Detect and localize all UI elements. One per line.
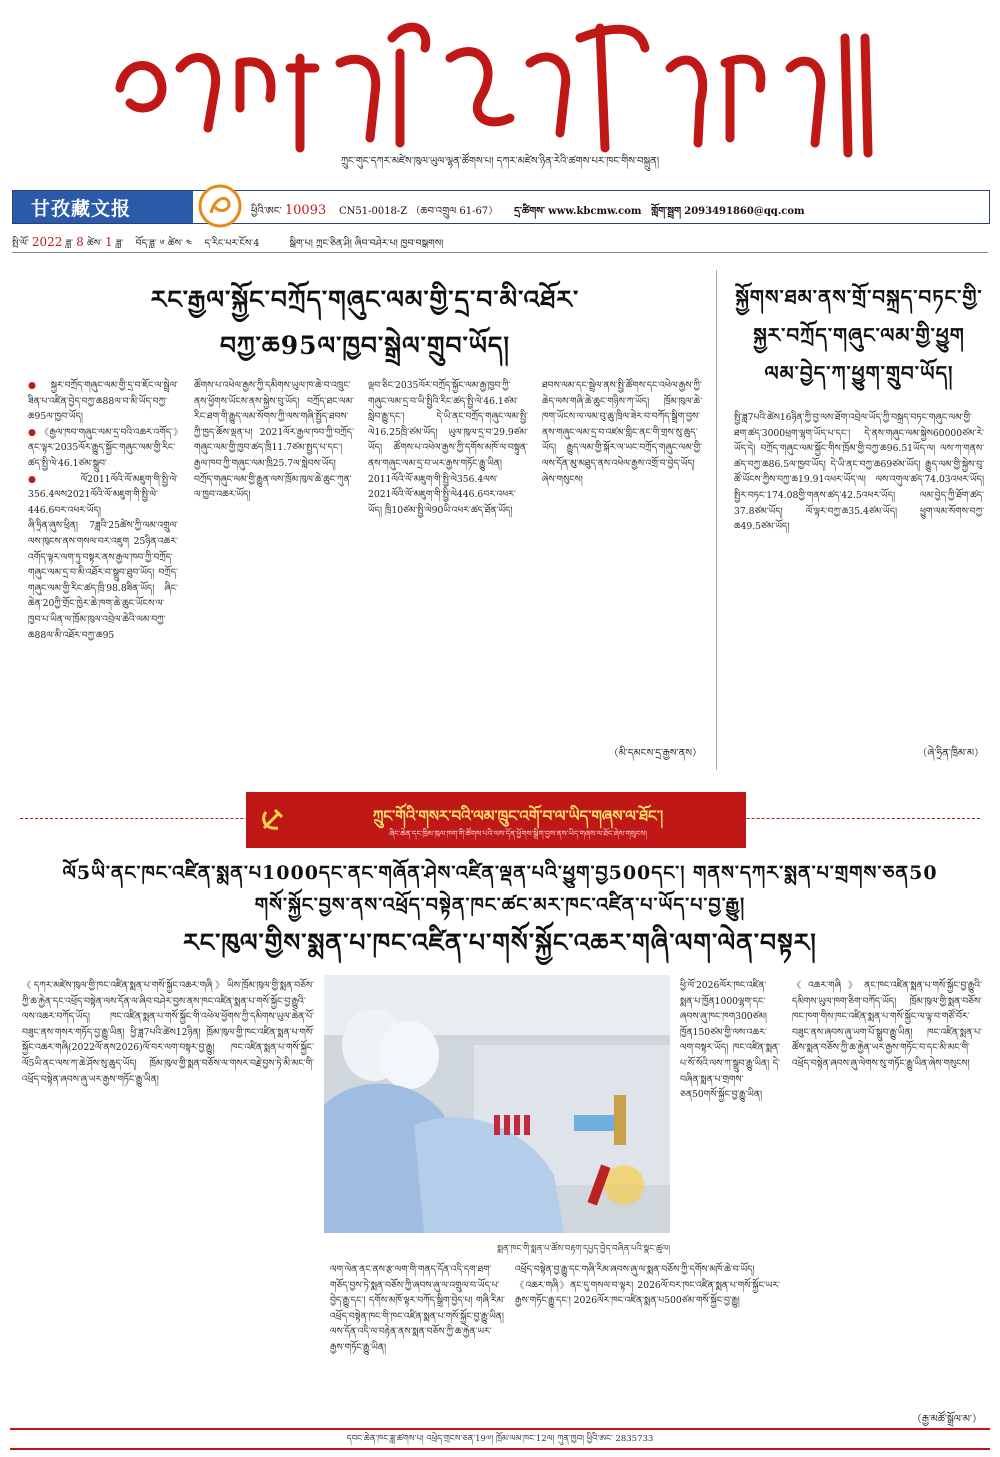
web-label: དྲ་ཚིགས་ [514, 206, 545, 217]
email[interactable]: 2093491860@qq.com [684, 206, 805, 217]
year: 2022 [31, 235, 63, 248]
newspaper-title-logo [100, 8, 900, 158]
bullet-icon: ● [28, 426, 40, 438]
article1-headline-2: བཀྱ་ཆ95ལ་ཁྱབ་སྒྲེལ་གྲུབ་ཡོད། [220, 331, 510, 360]
info-bar [12, 190, 990, 224]
article1-column-2: ཚོགས་པ་འཕེལ་རྒྱས་ཀྱི་དམིགས་ཡུལ་ཁ་ཆེ་བ་འཁྲུང་ནས་ཕྱོགས་ཡོངས་ནས་སྐྱེས་བུ་ཡོད། བཀྲོད་ཐང་ལམ་རིང་ཐག་གི་རྒྱུད་ལམ་སོགས་ཀྱི་ལས་གཞི་སྤྱོད་ཐབས་ཀྱི་ཁྱད་ཆོས་ལྡན་པ། 2021ལོར་རྒྱལ་ཁབ་ཀྱི་བཀྲོད་གཞུང་ལམ་གྱི་ཁྱབ་ཚད་ཁྲི11.7ཙམ་སྤྱད་པ་དང་། རྒྱལ་ཁབ་ཀྱི་གཞུང་ལམ་ཁྲི25.7ལ་སླེབས་ཡོད། བཀྲོད་གཞུང་ལམ་གྱི་རྒྱུན་ལས་ཁྲོམ་ཁུལ་ཆེ་ཆུང་ཀུན་ལ་ཁྱབ་འཆར་ཡོད། [194, 380, 354, 501]
article1-column-1 [28, 378, 178, 768]
photo-caption: སྨན་ཁང་གི་སྨན་པ་ཚོས་བརྟག་དཔྱད་བྱེད་བཞིན་པའི་སྣང་ཚུལ། [497, 1244, 670, 1254]
article1-column-4: ཐབས་ལམ་དང་སྦྲེལ་ནས་སྤྱི་ཚོགས་དང་འཕེལ་རྒྱས་ཀྱི་ཆེད་ལས་གཞི་ཆེ་ཆུང་གཉིས་ཀ་ཡོད། ཁྲོམ་ཁུལ་ཆེ་ཁག་ཡོངས་ལ་ལམ་བུ་ཆུ་ཁྲིལ་ཟེར་བ་བཀོད་སྒྲིག་བྱས་ནས་གཞུང་ལམ་དྲ་བ་འཛམ་གླིང་ནང་གི་གྲས་སུ་ཆུད་ཡོད། རྒྱུད་ལམ་གྱི་སྐོར་ལ་ཡང་བཀྲོད་གཞུང་ལམ་གྱི་ལས་དོན་མུ་མཐུད་ནས་འཕེལ་རྒྱས་འགྲོ་བ་བྱེད་ཡོད། ཞེས་གསུངས། [542, 380, 702, 485]
article1-column-3: ལྡབ་ཅིང་2035ལོར་བཀྲོད་སྐྱོང་ལམ་རྒྱ་ཁྱབ་ཀྱི་གཞུང་ལམ་དྲ་བ་ཡི་སྤྱིའི་རིང་ཚད་སྤྱི་ལེ་46.1ཙམ་སླེབ་རྒྱུ་དང་། དེ་ཡི་ནང་བཀྲོད་གཞུང་ལམ་སྤྱི་ལེ16.25ཁྲི་ཙམ་ཡོད། ཡུལ་ཁུལ་དྲ་བ་29.9ཙམ་ཡོད། ཚོགས་པ་འཕེལ་རྒྱས་ཀྱི་དགོས་མཁོ་ལ་བསྟུན་ནས་གཞུང་ལམ་དྲ་བ་ཡར་རྒྱས་གཏོང་རྒྱུ་ཡིན། 2011ལོའི་ལོ་མཇུག་གི་སྤྱི་ལེ356.4ལས་2021ལོའི་ལོ་མཇུག་གི་སྤྱི་ལེ446.6བར་འཕར་ཡོད། ཁྲི10ཙམ་སྤྱི་ལེ90ཡི་འཕར་ཚད་ཐོན་ཡོད། [368, 380, 528, 516]
bullet-text: སྐྱར་བཀྲོད་གཞུང་ལམ་གྱི་དྲ་བ་ཇོང་ལ་སྦྲེལ་ཟིན་པ་འཛིན་བྱེད་བཀྱ་ཆ88ལ་བ་མི་ཡོད་བཀྱ་ཆ95ལ་ཁྱབ་ཡོད། [28, 380, 178, 423]
lab-photo [324, 975, 670, 1233]
article3-column-3: ཕྱི་ལོ་2026ལོར་ཁང་འཛིན་སྨན་པ་ཁྱོན1000ལྷག་དང་ཞབས་ཞུ་ཁང་ཁག300ཙམ། ཁྱོན150ཙམ་གྱི་ལས་འཆར་ལག་བསྟར་ཡོད། ཁང་འཛིན་སྨན་པ་སོ་སོའི་ལས་ཀ་སྒྲུབ་རྒྱུ་ཡིན། དེ་བཞིན་སྨན་པ་གྲགས་ཅན50གསོ་སྐྱོང་བྱ་རྒྱུ་ཡིན། [680, 980, 780, 1101]
article3-column-5: 《འཆར་གཞི》ནང་ཁང་འཛིན་སྨན་པ་གསོ་སྐྱོང་བྱ་རྒྱུའི་དམིགས་ཡུལ་ཁག་ཅིག་བཀོད་ཡོད། ཁྲོམ་ཁུལ་གྱི་སྨན་བཅོས་ཁང་ཁག་གིས་ཁང་འཛིན་སྨན་པ་གསོ་སྐྱོང་ལ་ལྟ་བ་གཙོ་བོར་བཟུང་ནས་ཞབས་ཞུ་ཡག་པོ་སྒྲུབ་རྒྱུ་ཡིན། ཁང་འཛིན་སྨན་པ་ཚོས་སྨན་བཅོས་ཀྱི་ཆ་རྐྱེན་ཡར་རྒྱས་གཏོང་བ་དང་མི་མང་གི་འཕྲོད་བསྟེན་ཞབས་ཞུ་ལེགས་སུ་གཏོང་རྒྱུ་ཡིན་ཞེས་གསུངས། [792, 980, 982, 1069]
masthead [0, 0, 1000, 200]
article2-headline-1: སྐྱོགས་ཐམ་ནས་གྲོ་བསྐྲད་བཏང་གྱི་ [735, 285, 983, 309]
article1-headline-1: རང་རྒྱལ་སྐྱོང་བཀྲོད་གཞུང་ལམ་གྱི་དྲ་བ་མི་འཐོར་ [150, 285, 580, 314]
editor-credits: སྒྲིག་པ། ཀྲུང་ཅིན་ཤི། ཞིབ་བཤེར་པ། ཁྱབ་བསྒྲགས། [289, 238, 444, 248]
tibetan-date: བོད་ཟླ་ ༦ ཚེས་ ༤ [135, 238, 193, 248]
day: 1 [105, 235, 113, 248]
column-divider [716, 270, 717, 770]
issue-info [251, 200, 987, 228]
paper-name: 甘孜藏文报 [31, 198, 132, 220]
article3-column-4: འཕྲོད་བསྟེན་བྱ་རྒྱུ་དང་གཞི་རིམ་ཞབས་ཞུ་ལ་སྨན་བཅོས་ཀྱི་དགོས་མཁོ་ཆེ་བ་ཡོད། 《འཆར་གཞི》ནང་དུ་གསལ་བ་ལྟར། 2026ལོ་བར་ཁང་འཛིན་སྨན་པ་གསོ་སྐྱོང་ཡར་རྒྱས་གཏོང་རྒྱུ་དང་། 2026ལོར་ཁང་འཛིན་སྨན་པ500ཙམ་གསོ་སྐྱོང་བྱ་རྒྱུ། [515, 1264, 780, 1307]
party-banner [246, 792, 746, 848]
footer: དབང་ཆེན་ཁང་ཟླ་ཚགས་པ། འཕྲེད་གྲངས་ཅན་19༧། ཁྲོམ་ལམ་ཁང་12ལ། ཀུན་ཁྱབ། ཕྱིའི་ཨང་ 2835733 [10, 1428, 990, 1450]
article3-headline-1: ལོ5ཡི་ནང་ཁང་འཛིན་སྨན་པ1000དང་ནང་གཞོན་ཤེས་འཛིན་ལྡན་པའི་ཕྱུག་བྱ500དང་། གནས་དཀར་སྨན་པ་གྲགས་ཅན50 [62, 862, 938, 884]
article1-bullet-1 [28, 378, 178, 425]
article1-bullet-2 [28, 425, 178, 472]
lab-technicians-image [324, 975, 670, 1233]
article3-column-2: ལག་ལེན་ནང་ནས་རྩ་ལག་གི་གནད་དོན་འདི་དག་ཐག་གཅོད་བྱས་ཏེ་སྨན་བཅོས་ཀྱི་ཞབས་ཞུ་ལ་འགྲུལ་བ་ཡོད་པ་བྱེད་རྒྱུ་དང་། དགོས་མཁོ་ལྟར་བཀོད་སྒྲིག་བྱེད་པ། གཞི་རིམ་འཕྲོད་བསྟེན་ཁང་གི་ཁང་འཛིན་སྨན་པ་གསོ་སྐྱོང་བྱ་རྒྱུ་ཡིན། ལས་དོན་འདི་ལ་བརྟེན་ནས་སྨན་བཅོས་ཀྱི་ཆ་རྐྱེན་ཡར་རྒྱས་གཏོང་རྒྱུ་ཡིན། [330, 1264, 505, 1353]
article2-body: སྤྱི་ཟླ7པའི་ཚེས16ཉིན་ཀྱི་བྱ་ལས་ཐོག་འབྲེལ་ཡོད་ཀྱི་བསྐྲད་བཏང་གཞུང་ལམ་གྱི་ཐག་ཚད་3000ཕྲག་ལྷག་ཡོད་པ་དང་། དེ་ནས་གཞུང་ལམ་སྐྱེས60000ཙམ་རེ་ཡོད་དེ། བཀྲོད་གཞུང་ལམ་སྐྱོང་གིས་ཁྲོམ་གྱི་བཀྱ་ཆ96.51ཡོད་ལ། ལས་ཀ་གནས་ཚད་བཀྱ་ཆ86.5ལ་ཁྱབ་ཡོད། དེ་ཡི་ནང་བཀྱ་ཆ69ཙམ་ཡོད། རྒྱུད་ལམ་གྱི་སྐྱེས་བུ་ཚོ་ཡོངས་ཀྱིས་བཀྱ་ཆ19.91འཕར་ཡོད་ལ། ལས་འགུལ་ཚད་74.03འཕར་ཡོད། སྤྱིར་བཏང་174.08གྱི་གནས་ཚད་42.5འཕར་ཡོད། ལམ་བྱེད་ཀྱི་ཐོག་ཚད་37.8ཙམ་ཡོད། ལོ་ལྟར་བཀྱ་ཆ35.4ཙམ་ཡོད། ཕྱུག་ལམ་སོགས་བཀྱ་ཆ49.5ཙམ་ཡོད། [734, 412, 984, 533]
website[interactable]: www.kbcmw.com [548, 206, 642, 217]
article3-headline-2: གསོ་སྐྱོང་བྱས་ནས་འཕྲོད་བསྟེན་ཁང་ཚང་མར་ཁང་འཛིན་པ་ཡོད་པ་བྱ་རྒྱུ། [254, 894, 746, 916]
article3-byline: （རྒྱ་མཚོ་སྒྲོལ་མ་） [911, 1414, 982, 1425]
email-label: གློག་སྦྲག [651, 206, 682, 217]
page-count: ད་རིང་པར་ངོས་4 [204, 238, 260, 248]
issue-number: 10093 [284, 203, 327, 218]
banner-title: ཀྲུང་གོའི་གསར་བའི་ལམ་ཁྲུང་འགོ་བ་ལ་ཡིད་གཞས་ལ་ཐོང་། [372, 807, 664, 825]
bullet-icon: ● [28, 473, 81, 485]
masthead-subtitle: ཀྲུང་གུང་དཀར་མཛེས་ཁུལ་ཡུལ་ལྷན་ཚོགས་པ། དཀར་མཛེས་ཉིན་རེའི་ཚགས་པར་ཁང་གིས་བསྐྲུན། [340, 156, 660, 167]
article2-headline-3: ལམ་བྱེད་ཀ་ཕྱུག་གྲུབ་ཡོད། [764, 361, 954, 385]
article1-byline: （མི་དམངས་དྲ་རྒྱས་ནས） [608, 748, 702, 759]
article2-byline: （ཞེ་ཧྲིན་ཁྲིམ་མ） [917, 748, 984, 759]
paper-code: （ཆབ་འགྲུལ 61-67） [410, 206, 499, 217]
year-label: སྤྱི་ལོ་ [12, 238, 29, 248]
hammer-sickle-icon [258, 804, 288, 834]
dateline [12, 232, 988, 248]
divider [12, 252, 988, 253]
cn-number: CN51-0018-Z [338, 206, 408, 217]
issue-label: ཕྱིའི་ཨང་ [251, 206, 282, 217]
paper-logo-box [13, 191, 193, 223]
month: 8 [76, 235, 84, 248]
month-label: ཟླ་ [65, 238, 74, 248]
article1-body-1: ཞི་ཧྲིན་ཞུས་ཕྲིན། 7ཟླའི་25ཚེས་ཀྱི་ལམ་འགྲུལ་ལས་ཁུངས་ནས་གསལ་བར་འཇུག 25ཉིན་འཆར་འགོད་ལྟར་ལག་ཏུ་བསྟར་ནས་རྒྱལ་ཁབ་ཀྱི་བཀྲོད་གཞུང་ལམ་དྲ་བ་མི་འཐོར་བ་སྒྲུབ་ཐུབ་ཡོད། བཀྲོད་གཞུང་ལམ་གྱི་རིང་ཚད་ཁྲི་98.8ཟིན་ཡོད། ཞིང་ཆེན་20ཀྱི་གྲོང་ཁྱེར་ཆེ་ཁག་ཆེ་ཆུང་ཡོངས་ལ་ཁྱབ་པ་ཡིན་ལ་ཁྲོམ་ཁུལ་འབྲེལ་ཆེའི་ལམ་བཀྱ་ཆ88ལ་མི་འཐོར་བཀྱ་ཆ95 [28, 520, 178, 641]
day-label: ཚེས་ [86, 238, 102, 248]
article3-column-1: 《དཀར་མཛེས་ཁུལ་གྱི་ཁང་འཛིན་སྨན་པ་གསོ་སྐྱོང་འཆར་གཞི》ཡིས་ཁྲོམ་ཁུལ་གྱི་སྨན་བཅོས་ཀྱི་ཆ་རྐྱེན་དང་འཕྲོད་བསྟེན་ལས་དོན་ལ་ཞིབ་བཤེར་བྱས་ནས་ཁང་འཛིན་སྨན་པ་གསོ་སྐྱོང་བྱ་རྒྱུའི་ལས་འཆར་བཀོད་ཡོད། ཁང་འཛིན་སྨན་པ་གསོ་སྐྱོང་གི་འཕེལ་ཕྱོགས་ཀྱི་དམིགས་ཡུལ་ཆེན་པོ་བཟུང་ནས་གསར་གཏོད་བྱ་རྒྱུ་ཡིན། ཕྱི་ཟླ7པའི་ཚེས12ཉིན། ཁྲོམ་ཁུལ་གྱི་ཁང་འཛིན་སྨན་པ་གསོ་སྐྱོང་འཆར་གཞི(2022ལོ་ནས2026)ལོ་བར་ལག་བསྟར་བྱ་རྒྱུ། ཁང་འཛིན་སྨན་པ་གསོ་སྐྱོང་ལོ5ཡི་ནང་ལས་ཀ་ཆེ་ཤོས་སུ་ཆུད་ཡོད། ཁྲོམ་ཁུལ་གྱི་སྨན་བཅོས་ལ་གསར་བརྗེ་བྱས་ཏེ་མི་མང་གི་འཕྲོད་བསྟེན་ཞབས་ཞུ་ཡར་རྒྱས་གཏོང་རྒྱུ་ཡིན། [22, 980, 314, 1085]
article2-headline-2: སྐྱར་བཀྲོད་གཞུང་ལམ་གྱི་ཕྱུག [753, 323, 965, 347]
paper-emblem-icon [197, 183, 243, 229]
article1-bullet-3 [28, 472, 178, 519]
bullet-text: ལོ2011ལོའི་ལོ་མཇུག་གི་སྤྱི་ལེ་356.4ལས2021ལོའི་ལོ་མཇུག་གི་སྤྱི་ལེ་446.6བར་འཕར་ཡོད། [28, 473, 178, 516]
article3-headline-3: རང་ཁུལ་གྱིས་སྨན་པ་ཁང་འཛིན་པ་གསོ་སྐྱོང་འཆར་གཞི་ལག་ལེན་བསྟར། [183, 928, 817, 957]
bullet-icon: ● [28, 380, 51, 391]
weekday: ཟླ་ [115, 238, 124, 248]
bullet-text: 《རྒྱལ་ཁབ་གཞུང་ལམ་དྲ་བའི་འཆར་འགོད་》ནང་ལྟར་2035ལོར་རྒྱུད་སྐྱོང་གཞུང་ལམ་གྱི་རིང་ཚད་སྤྱི་ལེ་46.1ཙམ་སྒྲུབ་ [28, 426, 178, 469]
banner-subtitle: ཞིང་ཆེན་དང་ཁྲིམ་ཁུལ་ཁག་གི་ཚོགས་པའི་ལས་དོན་ཕྱོགས་སྒྲིག་བྱས་ནས་ཡིད་གཞས་ལ་ཐོང་ཞེས་གསུངས། [389, 829, 647, 838]
